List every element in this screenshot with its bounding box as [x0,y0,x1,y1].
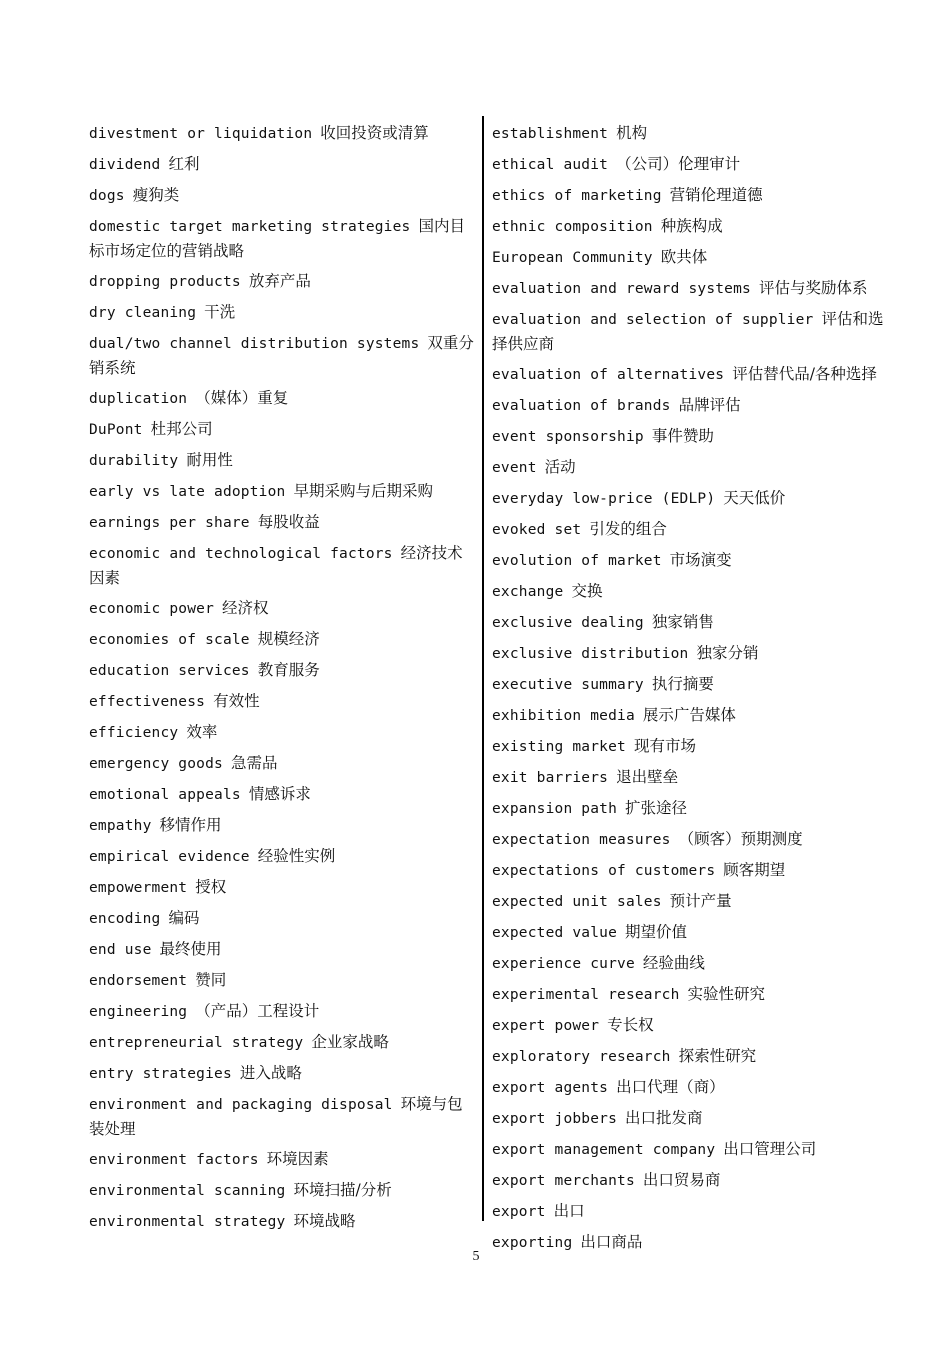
chinese-translation: 品牌评估 [678,396,741,414]
english-term: dual/two channel distribution systems [89,336,420,352]
chinese-translation: 天天低价 [723,489,786,507]
column-divider [482,116,484,1221]
chinese-translation: 环境扫描/分析 [293,1181,392,1199]
chinese-translation: 瘦狗类 [132,186,180,204]
glossary-entry [89,841,477,872]
english-term: domestic target marketing strategies [89,219,411,235]
glossary-entry [89,810,477,841]
english-term: ethics of marketing [492,188,662,204]
glossary-entry [492,545,887,576]
chinese-translation: （公司）伦理审计 [616,155,741,173]
glossary-entry [89,211,477,266]
glossary-entry [89,872,477,903]
chinese-translation: 环境因素 [266,1150,329,1168]
english-term: emergency goods [89,756,223,772]
chinese-translation: 活动 [544,458,576,476]
glossary-entry [492,242,887,273]
english-term: ethical audit [492,157,609,173]
glossary-entry [89,414,477,445]
glossary-entry [89,266,477,297]
glossary-entry [89,445,477,476]
english-term: experimental research [492,987,680,1003]
chinese-translation: 实验性研究 [687,985,766,1003]
chinese-translation: 市场演变 [669,551,732,569]
glossary-entry [492,917,887,948]
glossary-entry [492,149,887,180]
english-term: evaluation and selection of supplier [492,312,814,328]
english-term: exchange [492,584,564,600]
glossary-entry [492,762,887,793]
glossary-entry [89,1206,477,1237]
glossary-entry [89,476,477,507]
chinese-translation: 展示广告媒体 [642,706,736,724]
english-term: end use [89,942,152,958]
glossary-entry [492,1134,887,1165]
glossary-entry [492,576,887,607]
english-term: export management company [492,1142,716,1158]
chinese-translation: 干洗 [204,303,236,321]
english-term: early vs late adoption [89,484,286,500]
glossary-entry [492,211,887,242]
glossary-entry [492,700,887,731]
english-term: economies of scale [89,632,250,648]
glossary-entry [89,328,477,383]
glossary-entry [492,855,887,886]
glossary-entry [89,717,477,748]
chinese-translation: 机构 [616,124,648,142]
chinese-translation: 现有市场 [633,737,696,755]
chinese-translation: 独家销售 [651,613,714,631]
chinese-translation: 双重分销系统 [89,334,474,377]
glossary-entry [492,1010,887,1041]
chinese-translation: 效率 [186,723,218,741]
chinese-translation: 经济技术因素 [89,544,463,587]
english-term: everyday low-price (EDLP) [492,491,716,507]
english-term: event sponsorship [492,429,644,445]
glossary-entry [492,638,887,669]
glossary-entry [89,383,477,414]
chinese-translation: 执行摘要 [651,675,714,693]
chinese-translation: 企业家战略 [311,1033,389,1051]
chinese-translation: 评估替代品/各种选择 [732,365,877,383]
glossary-entry [89,748,477,779]
chinese-translation: 最终使用 [159,940,222,958]
english-term: efficiency [89,725,179,741]
english-term: exporting [492,1235,573,1251]
glossary-entry [492,948,887,979]
chinese-translation: 出口商品 [580,1233,643,1251]
chinese-translation: （顾客）预期测度 [678,830,803,848]
english-term: endorsement [89,973,188,989]
english-term: executive summary [492,677,644,693]
english-term: European Community [492,250,653,266]
english-term: emotional appeals [89,787,241,803]
english-term: encoding [89,911,161,927]
chinese-translation: 环境战略 [293,1212,356,1230]
english-term: environment factors [89,1152,259,1168]
english-term: exhibition media [492,708,635,724]
glossary-entry [89,149,477,180]
english-term: expectation measures [492,832,671,848]
chinese-translation: 编码 [168,909,200,927]
english-term: event [492,460,537,476]
chinese-translation: 教育服务 [257,661,320,679]
chinese-translation: 国内目标市场定位的营销战略 [89,217,465,260]
glossary-entry [89,996,477,1027]
glossary-entry [89,507,477,538]
english-term: expansion path [492,801,618,817]
chinese-translation: 收回投资或清算 [320,124,429,142]
chinese-translation: 红利 [168,155,200,173]
glossary-entry [89,180,477,211]
chinese-translation: 出口管理公司 [723,1140,817,1158]
chinese-translation: 出口批发商 [625,1109,703,1127]
chinese-translation: 情感诉求 [248,785,311,803]
english-term: divestment or liquidation [89,126,313,142]
glossary-entry [492,1072,887,1103]
glossary-entry [492,731,887,762]
page-number: 5 [472,1249,480,1264]
glossary-entry [89,686,477,717]
chinese-translation: 种族构成 [660,217,723,235]
english-term: establishment [492,126,609,142]
english-term: exclusive distribution [492,646,689,662]
glossary-entry [89,1089,477,1144]
chinese-translation: （产品）工程设计 [195,1002,320,1020]
english-term: durability [89,453,179,469]
glossary-entry [89,1058,477,1089]
glossary-entry [492,1041,887,1072]
english-term: entrepreneurial strategy [89,1035,304,1051]
glossary-entry [492,180,887,211]
glossary-entry [89,655,477,686]
chinese-translation: 出口贸易商 [642,1171,721,1189]
glossary-entry [492,979,887,1010]
english-term: evolution of market [492,553,662,569]
glossary-entry [492,483,887,514]
chinese-translation: 进入战略 [239,1064,302,1082]
chinese-translation: 欧共体 [660,248,708,266]
english-term: evoked set [492,522,582,538]
chinese-translation: （媒体）重复 [195,389,289,407]
glossary-entry [89,118,477,149]
english-term: earnings per share [89,515,250,531]
glossary-entry [89,624,477,655]
english-term: entry strategies [89,1066,232,1082]
chinese-translation: 期望价值 [625,923,688,941]
english-term: export merchants [492,1173,635,1189]
glossary-entry [89,1027,477,1058]
chinese-translation: 每股收益 [257,513,320,531]
english-term: expert power [492,1018,600,1034]
chinese-translation: 规模经济 [257,630,320,648]
glossary-entry [492,886,887,917]
english-term: empowerment [89,880,188,896]
english-term: environment and packaging disposal [89,1097,393,1113]
chinese-translation: 授权 [195,878,227,896]
chinese-translation: 移情作用 [159,816,222,834]
chinese-translation: 专长权 [607,1016,654,1034]
chinese-translation: 有效性 [213,692,260,710]
chinese-translation: 耐用性 [186,451,233,469]
chinese-translation: 环境与包装处理 [89,1095,463,1138]
chinese-translation: 扩张途径 [625,799,688,817]
english-term: environmental scanning [89,1183,286,1199]
chinese-translation: 顾客期望 [723,861,786,879]
chinese-translation: 赞同 [195,971,227,989]
glossary-entry [492,607,887,638]
chinese-translation: 急需品 [230,754,278,772]
glossary-entry [492,514,887,545]
english-term: dividend [89,157,161,173]
english-term: export jobbers [492,1111,618,1127]
glossary-entry [492,1103,887,1134]
chinese-translation: 营销伦理道德 [669,186,763,204]
english-term: existing market [492,739,626,755]
english-term: expected unit sales [492,894,662,910]
left-glossary-column [89,118,477,1237]
chinese-translation: 经验曲线 [642,954,705,972]
english-term: expected value [492,925,618,941]
glossary-entry [89,297,477,328]
english-term: export [492,1204,546,1220]
chinese-translation: 评估与奖励体系 [758,279,868,297]
chinese-translation: 出口代理（商） [616,1078,725,1096]
english-term: dogs [89,188,125,204]
english-term: exclusive dealing [492,615,644,631]
glossary-entry [89,934,477,965]
chinese-translation: 探索性研究 [678,1047,757,1065]
glossary-entry [492,793,887,824]
english-term: environmental strategy [89,1214,286,1230]
english-term: effectiveness [89,694,206,710]
english-term: exploratory research [492,1049,671,1065]
chinese-translation: 引发的组合 [589,520,667,538]
chinese-translation: 事件赞助 [651,427,714,445]
english-term: dropping products [89,274,241,290]
chinese-translation: 独家分销 [696,644,759,662]
glossary-entry [492,118,887,149]
english-term: engineering [89,1004,188,1020]
glossary-entry [492,421,887,452]
english-term: evaluation and reward systems [492,281,751,297]
english-term: exit barriers [492,770,609,786]
glossary-entry [492,390,887,421]
english-term: duplication [89,391,188,407]
glossary-entry [492,273,887,304]
english-term: DuPont [89,422,143,438]
english-term: expectations of customers [492,863,716,879]
glossary-entry [89,1144,477,1175]
glossary-entry [492,452,887,483]
chinese-translation: 放弃产品 [248,272,311,290]
glossary-entry [492,669,887,700]
english-term: evaluation of alternatives [492,367,725,383]
chinese-translation: 经济权 [222,599,269,617]
english-term: economic power [89,601,215,617]
english-term: empirical evidence [89,849,250,865]
chinese-translation: 出口 [553,1202,585,1220]
glossary-entry [492,824,887,855]
glossary-entry [89,903,477,934]
chinese-translation: 杜邦公司 [150,420,213,438]
glossary-entry [492,304,887,359]
glossary-entry [492,359,887,390]
english-term: empathy [89,818,152,834]
english-term: ethnic composition [492,219,653,235]
english-term: export agents [492,1080,609,1096]
glossary-entry [492,1196,887,1227]
english-term: education services [89,663,250,679]
chinese-translation: 退出壁垒 [616,768,679,786]
glossary-entry [89,965,477,996]
glossary-entry [89,779,477,810]
glossary-entry [492,1165,887,1196]
glossary-entry [89,1175,477,1206]
chinese-translation: 经验性实例 [257,847,336,865]
english-term: dry cleaning [89,305,197,321]
english-term: evaluation of brands [492,398,671,414]
english-term: economic and technological factors [89,546,393,562]
glossary-entry [89,538,477,593]
chinese-translation: 交换 [571,582,603,600]
right-glossary-column [492,118,887,1258]
chinese-translation: 预计产量 [669,892,732,910]
chinese-translation: 评估和选择供应商 [492,310,884,353]
chinese-translation: 早期采购与后期采购 [293,482,433,500]
glossary-entry [89,593,477,624]
english-term: experience curve [492,956,635,972]
